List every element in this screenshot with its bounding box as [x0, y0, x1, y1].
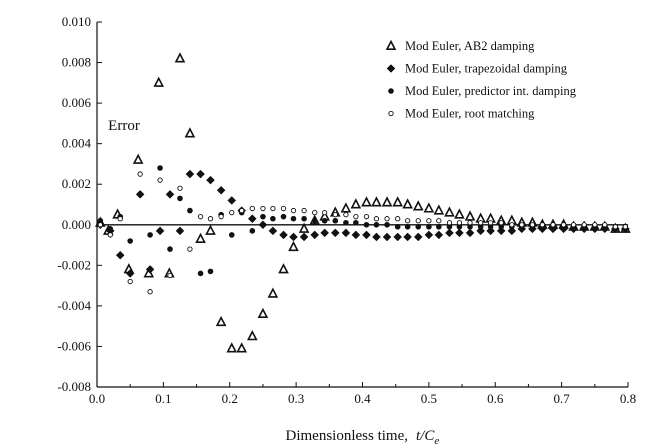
data-point — [435, 206, 443, 214]
data-point — [394, 233, 402, 241]
data-point — [384, 222, 390, 228]
data-point — [414, 233, 422, 241]
x-tick-label: 0.4 — [354, 391, 371, 406]
data-point — [207, 176, 215, 184]
x-axis-label-variable — [416, 428, 439, 447]
y-tick-label: 0.004 — [61, 135, 91, 151]
data-point — [353, 220, 359, 226]
data-point — [98, 223, 102, 227]
data-point — [291, 216, 297, 222]
data-point — [186, 129, 194, 137]
data-point — [158, 178, 162, 182]
data-point — [239, 208, 243, 212]
data-point — [582, 223, 586, 227]
data-point — [116, 251, 124, 259]
data-point — [561, 223, 565, 227]
data-point — [291, 208, 295, 212]
data-point — [289, 233, 297, 241]
data-point — [405, 219, 409, 223]
data-point — [259, 221, 267, 229]
y-tick-label: -0.002 — [57, 257, 91, 273]
data-point — [445, 229, 453, 237]
data-point — [332, 218, 338, 224]
data-point — [166, 190, 174, 198]
data-point — [197, 170, 205, 178]
data-point — [217, 318, 225, 326]
data-point — [394, 198, 402, 206]
data-point — [302, 208, 306, 212]
legend-label: Mod Euler, trapezoidal damping — [405, 61, 567, 76]
data-point — [155, 78, 163, 86]
data-point — [281, 214, 287, 220]
data-point — [300, 233, 308, 241]
data-point — [457, 221, 461, 225]
legend-marker — [389, 111, 393, 115]
y-axis-label: Error — [108, 118, 140, 134]
data-point — [342, 229, 350, 237]
y-tick-label: -0.004 — [57, 297, 91, 313]
series-open-triangle — [96, 54, 629, 352]
data-point — [414, 202, 422, 210]
series-filled-diamond — [96, 170, 629, 277]
data-point — [404, 233, 412, 241]
data-point — [395, 224, 401, 230]
data-point — [280, 231, 288, 239]
data-point — [426, 224, 432, 230]
y-tick-label: 0.008 — [61, 54, 91, 70]
y-tick-label: 0.000 — [61, 216, 91, 232]
data-point — [510, 223, 514, 227]
data-point — [425, 231, 433, 239]
data-point — [342, 204, 350, 212]
x-axis-label: Dimensionless time, — [285, 428, 408, 444]
data-point — [107, 226, 113, 232]
data-point — [551, 223, 555, 227]
x-tick-label: 0.3 — [288, 391, 305, 406]
x-tick-label: 0.1 — [155, 391, 172, 406]
data-point — [416, 219, 420, 223]
data-point — [374, 216, 378, 220]
data-point — [219, 214, 223, 218]
data-point — [593, 223, 597, 227]
data-point — [344, 212, 348, 216]
x-tick-label: 0.8 — [619, 391, 637, 406]
data-point — [147, 232, 153, 238]
data-point — [372, 198, 380, 206]
data-point — [188, 247, 192, 251]
legend-marker — [387, 42, 395, 50]
data-point — [427, 219, 431, 223]
data-point — [445, 208, 453, 216]
data-point — [313, 210, 317, 214]
data-point — [178, 186, 182, 190]
data-point — [437, 219, 441, 223]
data-point — [362, 198, 370, 206]
data-point — [238, 344, 246, 352]
data-point — [395, 216, 399, 220]
data-point — [197, 234, 205, 242]
data-point — [108, 233, 112, 237]
data-point — [447, 221, 451, 225]
data-point — [207, 226, 215, 234]
data-point — [520, 223, 524, 227]
data-point — [571, 223, 575, 227]
legend-label: Mod Euler, AB2 damping — [405, 39, 535, 53]
legend-marker — [388, 88, 394, 94]
data-point — [383, 198, 391, 206]
data-point — [415, 224, 421, 230]
data-point — [198, 271, 204, 277]
data-point — [613, 225, 617, 229]
data-point — [300, 224, 308, 232]
data-point — [187, 208, 193, 214]
data-point — [436, 224, 442, 230]
data-point — [167, 246, 173, 252]
data-point — [228, 196, 236, 204]
legend — [387, 39, 577, 121]
y-tick-label: 0.002 — [61, 176, 91, 192]
legend-label: Mod Euler, root matching — [405, 106, 535, 121]
data-point — [248, 332, 256, 340]
data-point — [374, 222, 380, 228]
data-point — [466, 229, 474, 237]
legend-marker — [387, 65, 395, 73]
series-filled-circle — [98, 165, 629, 276]
data-point — [157, 165, 163, 171]
data-point — [530, 223, 534, 227]
data-point — [385, 216, 389, 220]
y-tick-label: -0.006 — [57, 338, 91, 354]
data-point — [321, 229, 329, 237]
data-point — [455, 210, 463, 218]
data-point — [281, 206, 285, 210]
data-point — [343, 220, 349, 226]
data-point — [269, 227, 277, 235]
data-point — [499, 221, 503, 225]
data-point — [261, 206, 265, 210]
data-point — [138, 172, 142, 176]
data-point — [118, 216, 122, 220]
data-point — [455, 229, 463, 237]
data-point — [333, 212, 337, 216]
data-point — [488, 221, 492, 225]
data-point — [322, 218, 328, 224]
data-point — [198, 214, 202, 218]
data-point — [148, 289, 152, 293]
data-point — [250, 228, 256, 234]
data-point — [229, 232, 235, 238]
data-point — [259, 310, 267, 318]
data-point — [372, 233, 380, 241]
data-point — [176, 54, 184, 62]
x-axis-label-var-text: t/C — [416, 428, 435, 444]
legend-entry — [387, 39, 535, 53]
x-tick-label: 0.6 — [487, 391, 504, 406]
data-point — [156, 227, 164, 235]
data-point — [250, 206, 254, 210]
x-axis-label-subscript: e — [434, 435, 440, 447]
data-point — [176, 227, 184, 235]
x-tick-label: 0.0 — [88, 391, 106, 406]
x-tick-label: 0.5 — [420, 391, 437, 406]
data-point — [186, 170, 194, 178]
data-point — [177, 196, 183, 202]
data-point — [364, 222, 370, 228]
data-point — [425, 204, 433, 212]
data-point — [289, 243, 297, 251]
data-point — [331, 229, 339, 237]
data-point — [208, 216, 212, 220]
legend-entry — [389, 107, 535, 121]
data-point — [623, 225, 627, 229]
data-point — [603, 223, 607, 227]
data-point — [230, 210, 234, 214]
data-point — [466, 212, 474, 220]
x-tick-label: 0.2 — [221, 391, 238, 406]
data-point — [404, 200, 412, 208]
data-point — [362, 231, 370, 239]
data-point — [248, 215, 256, 223]
data-point — [405, 224, 411, 230]
data-point — [127, 238, 133, 244]
y-tick-label: -0.008 — [57, 379, 91, 394]
data-point — [301, 216, 307, 222]
data-point — [383, 233, 391, 241]
data-point — [134, 155, 142, 163]
data-point — [312, 218, 318, 224]
data-point — [352, 200, 360, 208]
data-point — [228, 344, 236, 352]
data-point — [435, 231, 443, 239]
data-point — [352, 231, 360, 239]
data-point — [168, 273, 172, 277]
data-point — [322, 210, 326, 214]
data-point — [137, 192, 143, 198]
x-tick-label: 0.7 — [553, 391, 570, 406]
series-open-circle — [98, 172, 627, 294]
data-points — [96, 54, 629, 352]
data-point — [271, 206, 275, 210]
data-point — [217, 186, 225, 194]
data-point — [540, 223, 544, 227]
legend-entry — [388, 84, 577, 98]
data-point — [364, 214, 368, 218]
data-point — [128, 279, 132, 283]
data-point — [354, 214, 358, 218]
data-point — [280, 265, 288, 273]
data-point — [269, 289, 277, 297]
y-tick-label: 0.006 — [61, 95, 91, 111]
data-point — [260, 214, 266, 220]
data-point — [468, 221, 472, 225]
data-point — [311, 231, 319, 239]
data-point — [208, 269, 214, 275]
legend-entry — [387, 62, 568, 76]
data-point — [478, 221, 482, 225]
legend-label: Mod Euler, predictor int. damping — [405, 84, 576, 98]
y-tick-label: 0.010 — [61, 14, 91, 29]
data-point — [270, 216, 276, 222]
